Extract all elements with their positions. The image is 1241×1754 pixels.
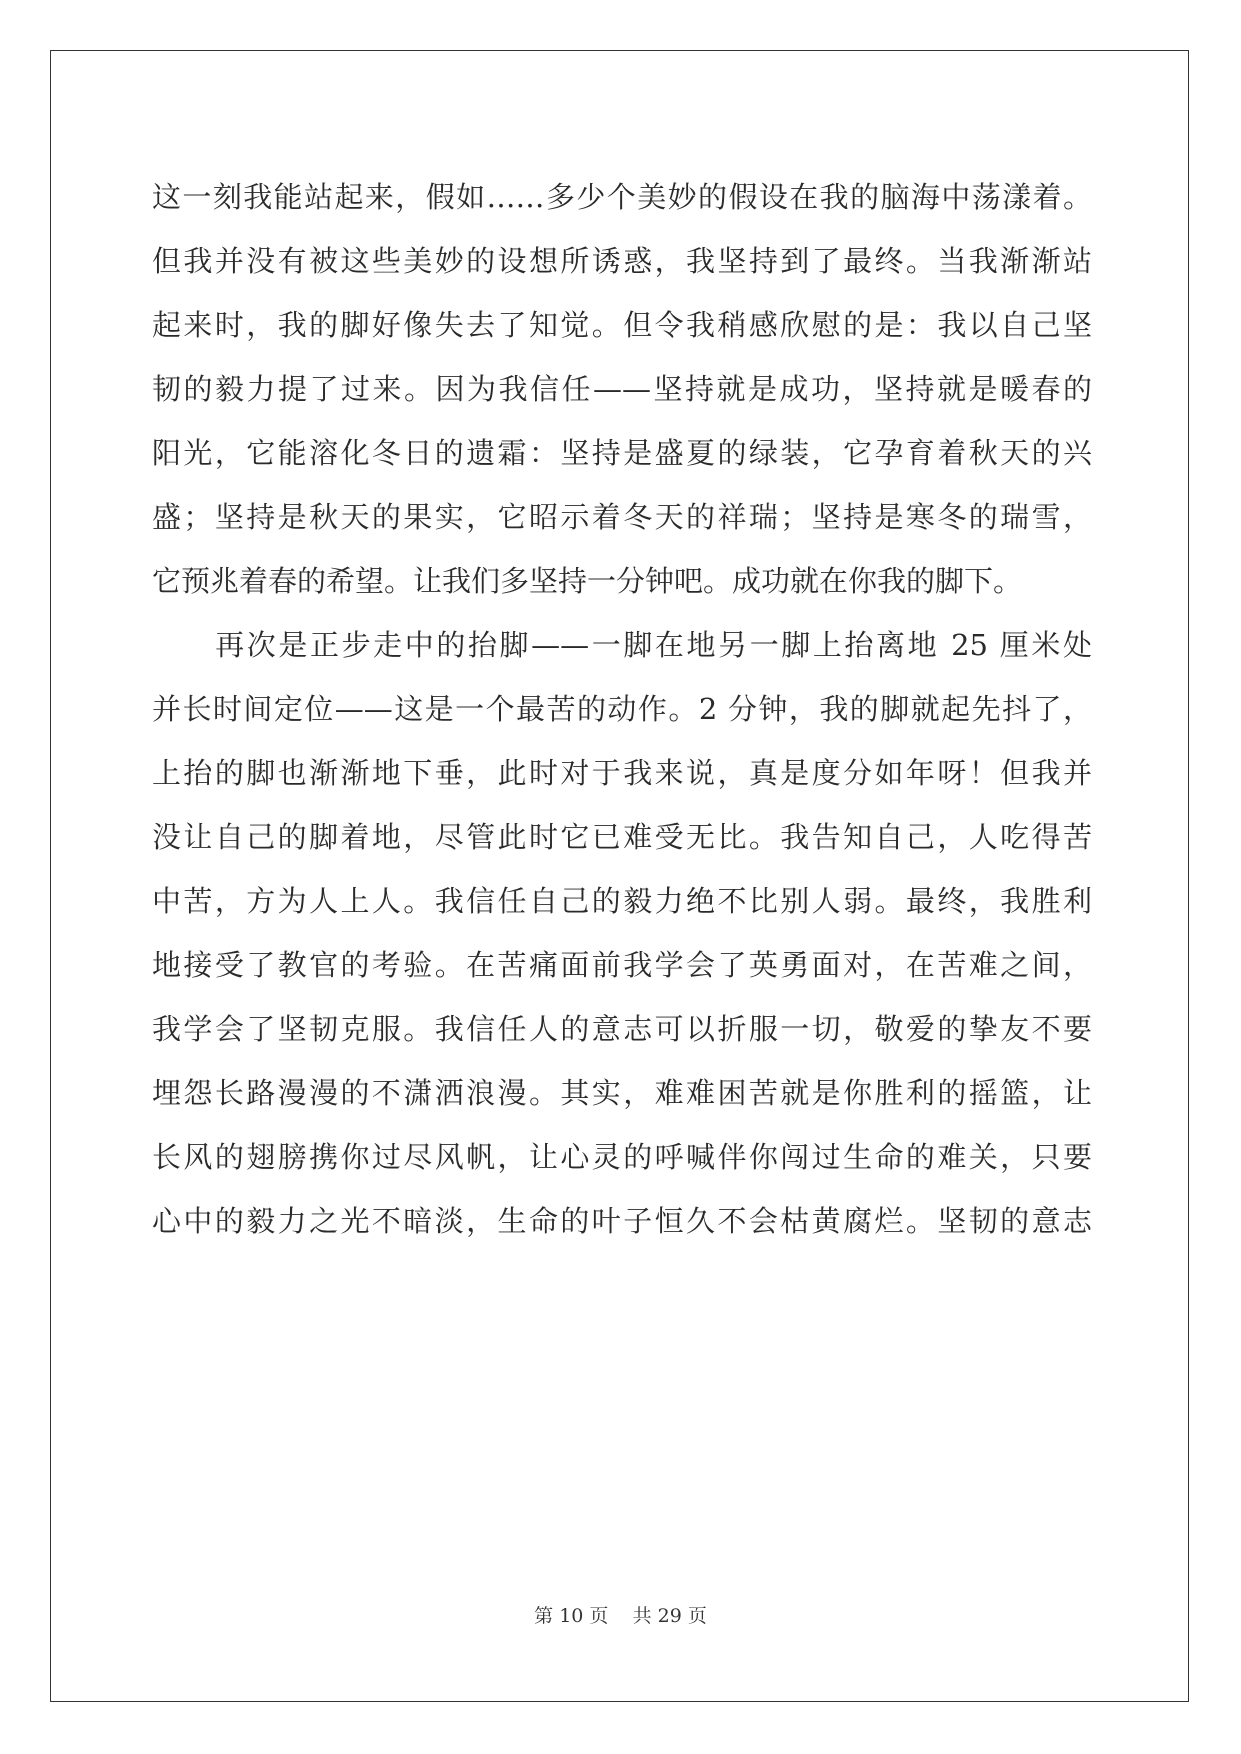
body-text <box>152 165 1092 1253</box>
text-line: 韧的毅力提了过来。因为我信任——坚持就是成功，坚持就是暖春的 <box>152 372 1092 406</box>
text-line: 起来时，我的脚好像失去了知觉。但令我稍感欣慰的是：我以自己坚 <box>152 308 1092 342</box>
text-line: 并长时间定位——这是一个最苦的动作。2 分钟，我的脚就起先抖了， <box>152 692 1092 726</box>
text-line: 这一刻我能站起来，假如……多少个美妙的假设在我的脑海中荡漾着。 <box>152 180 1092 214</box>
text-line: 我学会了坚韧克服。我信任人的意志可以折服一切，敬爱的挚友不要 <box>152 1012 1092 1046</box>
text-line: 心中的毅力之光不暗淡，生命的叶子恒久不会枯黄腐烂。坚韧的意志 <box>152 1204 1092 1238</box>
text-line: 阳光，它能溶化冬日的遗霜：坚持是盛夏的绿装，它孕育着秋天的兴 <box>152 436 1092 470</box>
text-line: 它预兆着春的希望。让我们多坚持一分钟吧。成功就在你我的脚下。 <box>152 564 1023 598</box>
text-line: 上抬的脚也渐渐地下垂，此时对于我来说，真是度分如年呀！但我并 <box>152 756 1092 790</box>
paragraph-start-line: 再次是正步走中的抬脚——一脚在地另一脚上抬离地 25 厘米处 <box>152 628 1092 662</box>
text-line: 盛；坚持是秋天的果实，它昭示着冬天的祥瑞；坚持是寒冬的瑞雪， <box>152 500 1092 534</box>
text-line: 埋怨长路漫漫的不潇洒浪漫。其实，难难困苦就是你胜利的摇篮，让 <box>152 1076 1092 1110</box>
text-line: 没让自己的脚着地，尽管此时它已难受无比。我告知自己，人吃得苦 <box>152 820 1092 854</box>
page-number-footer: 第 10 页 共 29 页 <box>534 1605 707 1627</box>
text-line: 中苦，方为人上人。我信任自己的毅力绝不比别人弱。最终，我胜利 <box>152 884 1092 918</box>
text-line: 地接受了教官的考验。在苦痛面前我学会了英勇面对，在苦难之间， <box>152 948 1092 982</box>
text-line: 但我并没有被这些美妙的设想所诱惑，我坚持到了最终。当我渐渐站 <box>152 244 1092 278</box>
text-line: 长风的翅膀携你过尽风帆，让心灵的呼喊伴你闯过生命的难关，只要 <box>152 1140 1092 1174</box>
